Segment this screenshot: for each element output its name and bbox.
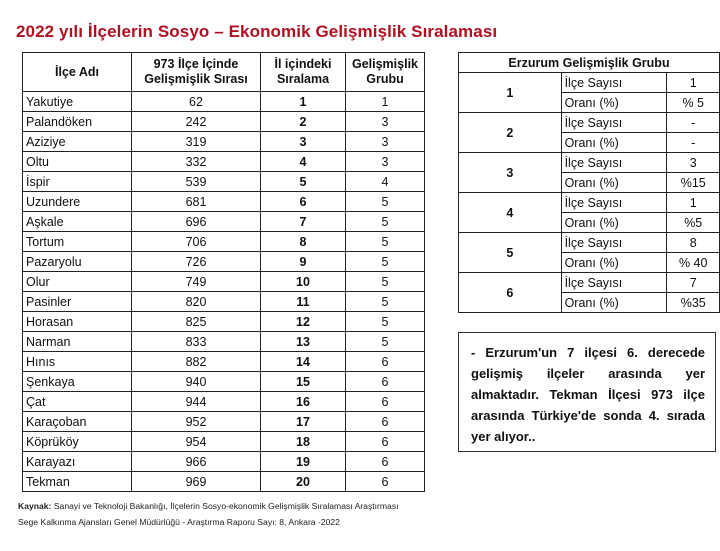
province-rank-cell: 9: [261, 252, 346, 272]
province-rank-cell: 6: [261, 192, 346, 212]
ratio-label-cell: Oranı (%): [561, 253, 667, 273]
group-cell: 5: [346, 332, 425, 352]
province-rank-cell: 18: [261, 432, 346, 452]
province-rank-cell: 17: [261, 412, 346, 432]
district-name-cell: Tekman: [23, 472, 132, 492]
group-cell: 5: [346, 192, 425, 212]
table-row: [23, 92, 425, 112]
header-development-group: Gelişmişlik Grubu: [346, 53, 425, 92]
table-row: [23, 412, 425, 432]
district-name-cell: İspir: [23, 172, 132, 192]
national-rank-cell: 332: [132, 152, 261, 172]
group-table-header-row: [459, 53, 720, 73]
count-value-cell: -: [667, 113, 720, 133]
district-name-cell: Çat: [23, 392, 132, 412]
source-citation: [18, 498, 399, 530]
province-rank-cell: 19: [261, 452, 346, 472]
count-value-cell: 1: [667, 73, 720, 93]
national-rank-cell: 820: [132, 292, 261, 312]
province-rank-cell: 5: [261, 172, 346, 192]
table-row: [23, 352, 425, 372]
ratio-value-cell: -: [667, 133, 720, 153]
group-table-header: Erzurum Gelişmişlik Grubu: [459, 53, 720, 73]
group-cell: 6: [346, 372, 425, 392]
table-row: [23, 132, 425, 152]
group-number-cell: 4: [459, 193, 562, 233]
district-name-cell: Karaçoban: [23, 412, 132, 432]
national-rank-cell: 833: [132, 332, 261, 352]
table-row: [23, 272, 425, 292]
national-rank-cell: 696: [132, 212, 261, 232]
ratio-value-cell: %15: [667, 173, 720, 193]
group-cell: 6: [346, 352, 425, 372]
page-title: 2022 yılı İlçelerin Sosyo – Ekonomik Gelişmişlik Sıralaması: [16, 22, 498, 41]
count-label-cell: İlçe Sayısı: [561, 113, 667, 133]
district-name-cell: Oltu: [23, 152, 132, 172]
district-name-cell: Hınıs: [23, 352, 132, 372]
group-cell: 4: [346, 172, 425, 192]
district-name-cell: Şenkaya: [23, 372, 132, 392]
group-cell: 6: [346, 452, 425, 472]
national-rank-cell: 952: [132, 412, 261, 432]
count-label-cell: İlçe Sayısı: [561, 233, 667, 253]
province-rank-cell: 14: [261, 352, 346, 372]
source-label: Kaynak:: [18, 501, 52, 511]
source-line-1: Sanayi ve Teknoloji Bakanlığı, İlçelerin Sosyo-ekonomik Gelişmişlik Sıralaması Araştırması: [53, 501, 399, 511]
province-rank-cell: 20: [261, 472, 346, 492]
district-name-cell: Tortum: [23, 232, 132, 252]
ratio-label-cell: Oranı (%): [561, 293, 667, 313]
group-row: [459, 273, 720, 293]
national-rank-cell: 944: [132, 392, 261, 412]
national-rank-cell: 62: [132, 92, 261, 112]
province-rank-cell: 4: [261, 152, 346, 172]
group-row: [459, 233, 720, 253]
group-number-cell: 1: [459, 73, 562, 113]
group-row: [459, 73, 720, 93]
table-row: [23, 452, 425, 472]
district-name-cell: Olur: [23, 272, 132, 292]
group-cell: 6: [346, 432, 425, 452]
group-row: [459, 153, 720, 173]
table-header-row: [23, 53, 425, 92]
table-row: [23, 172, 425, 192]
group-cell: 5: [346, 312, 425, 332]
national-rank-cell: 882: [132, 352, 261, 372]
group-row: [459, 193, 720, 213]
table-row: [23, 152, 425, 172]
district-name-cell: Pazaryolu: [23, 252, 132, 272]
group-cell: 6: [346, 472, 425, 492]
group-cell: 5: [346, 272, 425, 292]
group-cell: 6: [346, 412, 425, 432]
table-row: [23, 312, 425, 332]
province-rank-cell: 13: [261, 332, 346, 352]
national-rank-cell: 319: [132, 132, 261, 152]
group-number-cell: 5: [459, 233, 562, 273]
group-cell: 3: [346, 152, 425, 172]
count-value-cell: 8: [667, 233, 720, 253]
count-label-cell: İlçe Sayısı: [561, 193, 667, 213]
district-name-cell: Uzundere: [23, 192, 132, 212]
national-rank-cell: 954: [132, 432, 261, 452]
province-rank-cell: 11: [261, 292, 346, 312]
national-rank-cell: 825: [132, 312, 261, 332]
ratio-value-cell: % 40: [667, 253, 720, 273]
district-name-cell: Aşkale: [23, 212, 132, 232]
national-rank-cell: 726: [132, 252, 261, 272]
summary-note: - Erzurum'un 7 ilçesi 6. derecede gelişmiş ilçeler arasında yer almaktadır. Tekman İlçesi 973 ilçe arasında Türkiye'de sonda 4. sırada yer alıyor..: [458, 332, 716, 452]
province-rank-cell: 8: [261, 232, 346, 252]
ratio-value-cell: %35: [667, 293, 720, 313]
table-row: [23, 112, 425, 132]
header-district-name: İlçe Adı: [23, 53, 132, 92]
group-row: [459, 113, 720, 133]
national-rank-cell: 706: [132, 232, 261, 252]
ratio-label-cell: Oranı (%): [561, 173, 667, 193]
district-name-cell: Köprüköy: [23, 432, 132, 452]
group-cell: 3: [346, 132, 425, 152]
group-cell: 5: [346, 232, 425, 252]
national-rank-cell: 966: [132, 452, 261, 472]
province-rank-cell: 3: [261, 132, 346, 152]
table-row: [23, 292, 425, 312]
count-value-cell: 7: [667, 273, 720, 293]
district-name-cell: Horasan: [23, 312, 132, 332]
group-cell: 6: [346, 392, 425, 412]
ratio-label-cell: Oranı (%): [561, 93, 667, 113]
header-province-rank: İl içindeki Sıralama: [261, 53, 346, 92]
table-row: [23, 212, 425, 232]
table-row: [23, 252, 425, 272]
district-name-cell: Pasinler: [23, 292, 132, 312]
group-cell: 5: [346, 212, 425, 232]
national-rank-cell: 242: [132, 112, 261, 132]
source-line-2: Sege Kalkınma Ajansları Genel Müdürlüğü - Araştırma Raporu Sayı: 8, Ankara -2022: [18, 517, 340, 527]
national-rank-cell: 940: [132, 372, 261, 392]
province-rank-cell: 7: [261, 212, 346, 232]
district-name-cell: Yakutiye: [23, 92, 132, 112]
national-rank-cell: 681: [132, 192, 261, 212]
count-value-cell: 3: [667, 153, 720, 173]
ratio-label-cell: Oranı (%): [561, 213, 667, 233]
district-name-cell: Narman: [23, 332, 132, 352]
province-rank-cell: 10: [261, 272, 346, 292]
province-rank-cell: 1: [261, 92, 346, 112]
province-rank-cell: 16: [261, 392, 346, 412]
ratio-label-cell: Oranı (%): [561, 133, 667, 153]
district-ranking-table: [22, 52, 425, 492]
ratio-value-cell: %5: [667, 213, 720, 233]
table-row: [23, 472, 425, 492]
group-cell: 3: [346, 112, 425, 132]
count-label-cell: İlçe Sayısı: [561, 153, 667, 173]
table-row: [23, 332, 425, 352]
development-group-table: [458, 52, 720, 313]
table-row: [23, 192, 425, 212]
province-rank-cell: 2: [261, 112, 346, 132]
group-number-cell: 3: [459, 153, 562, 193]
group-number-cell: 6: [459, 273, 562, 313]
province-rank-cell: 12: [261, 312, 346, 332]
group-cell: 1: [346, 92, 425, 112]
group-number-cell: 2: [459, 113, 562, 153]
province-rank-cell: 15: [261, 372, 346, 392]
count-label-cell: İlçe Sayısı: [561, 73, 667, 93]
table-row: [23, 392, 425, 412]
national-rank-cell: 969: [132, 472, 261, 492]
table-row: [23, 372, 425, 392]
national-rank-cell: 539: [132, 172, 261, 192]
ratio-value-cell: % 5: [667, 93, 720, 113]
group-cell: 5: [346, 292, 425, 312]
group-cell: 5: [346, 252, 425, 272]
count-value-cell: 1: [667, 193, 720, 213]
district-name-cell: Aziziye: [23, 132, 132, 152]
table-row: [23, 232, 425, 252]
national-rank-cell: 749: [132, 272, 261, 292]
header-national-rank: 973 İlçe İçinde Gelişmişlik Sırası: [132, 53, 261, 92]
count-label-cell: İlçe Sayısı: [561, 273, 667, 293]
district-name-cell: Palandöken: [23, 112, 132, 132]
district-name-cell: Karayazı: [23, 452, 132, 472]
table-row: [23, 432, 425, 452]
